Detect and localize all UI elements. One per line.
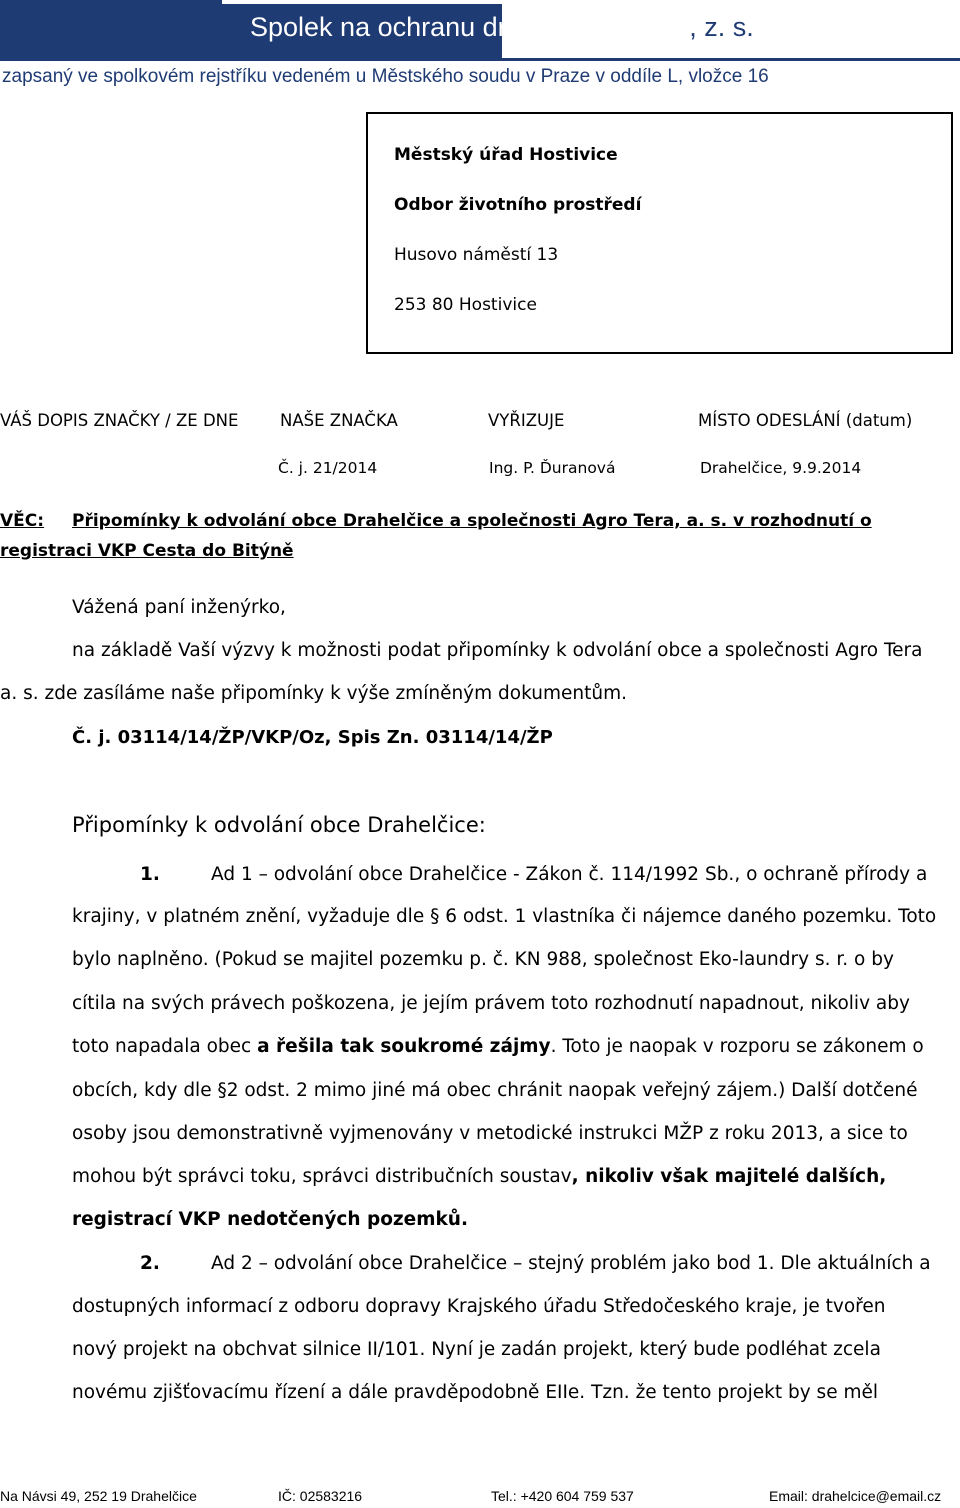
item-1-line-8-a: mohou být správci toku, správci distribučních soustav <box>72 1166 572 1187</box>
item-1-line-1-b: , o ochraně přírody a <box>734 864 928 885</box>
meta-handles-label: VYŘIZUJE <box>488 411 565 430</box>
subject-line-1: Připomínky k odvolání obce Drahelčice a společnosti Agro Tera, a. s. v rozhodnutí o <box>72 511 872 531</box>
item-2-line-3: nový projekt na obchvat silnice II/101. Nyní je zadán projekt, který bude podléhat zcela <box>72 1339 881 1360</box>
item-2-number: 2. <box>140 1253 160 1274</box>
meta-handles-value: Ing. P. Ďuranová <box>489 459 616 477</box>
item-1-line-5 <box>72 1036 924 1057</box>
item-1-line-4: cítila na svých právech poškozena, je jejím právem toto rozhodnutí napadnout, nikoliv aby <box>72 993 910 1014</box>
item-1-number: 1. <box>140 864 160 885</box>
footer-ico: IČ: 02583216 <box>278 1488 363 1504</box>
item-1-line-1-a: Ad 1 – odvolání obce Drahelčice - Zákon č. 114/1992 Sb. <box>211 864 735 885</box>
item-2-line-1: Ad 2 – odvolání obce Drahelčice – stejný problém jako bod 1. Dle aktuálních a <box>211 1253 931 1274</box>
footer-email: Email: drahelcice@email.cz <box>769 1488 942 1504</box>
item-1-line-3: bylo naplněno. (Pokud se majitel pozemku p. č. KN 988, společnost Eko-laundry s. r. o by <box>72 949 894 970</box>
item-1-line-2: krajiny, v platném znění, vyžaduje dle § 6 odst. 1 vlastníka či nájemce daného pozemku. Toto <box>72 906 937 927</box>
recipient-line-city: 253 80 Hostivice <box>394 295 537 315</box>
item-1-line-6: obcích, kdy dle §2 odst. 2 mimo jiné má obec chránit naopak veřejný zájem.) Další dotčené <box>72 1080 918 1101</box>
intro-line-1: na základě Vaší výzvy k možnosti podat připomínky k odvolání obce a společnosti Agro Tera <box>72 640 923 661</box>
meta-place-date-value: Drahelčice, 9.9.2014 <box>700 459 862 477</box>
footer-phone: Tel.: +420 604 759 537 <box>491 1488 634 1504</box>
recipient-line-street: Husovo náměstí 13 <box>394 245 559 265</box>
meta-our-ref-value: Č. j. 21/2014 <box>278 459 378 477</box>
item-2-line-2: dostupných informací z odboru dopravy Krajského úřadu Středočeského kraje, je tvořen <box>72 1296 886 1317</box>
salutation: Vážená paní inženýrko, <box>72 597 286 618</box>
item-1-line-8 <box>72 1166 886 1187</box>
letterhead-registry: zapsaný ve spolkovém rejstříku vedeném u Městského soudu v Praze v oddíle L, vložce 16 <box>2 66 769 87</box>
item-1-line-8-b: , nikoliv však majitelé dalších, <box>571 1166 887 1187</box>
item-1-line-9: registrací VKP nedotčených pozemků. <box>72 1209 468 1230</box>
subject-line-2: registraci VKP Cesta do Bitýně <box>0 541 294 561</box>
meta-our-ref-label: NAŠE ZNAČKA <box>280 411 398 430</box>
footer-address: Na Návsi 49, 252 19 Drahelčice <box>0 1488 197 1504</box>
recipient-line-office: Městský úřad Hostivice <box>394 145 618 165</box>
item-1-line-7: osoby jsou demonstrativně vyjmenovány v metodické instrukci MŽP z roku 2013, a sice to <box>72 1123 908 1144</box>
section-heading: Připomínky k odvolání obce Drahelčice: <box>72 813 486 837</box>
intro-line-2: a. s. zde zasíláme naše připomínky k výše zmíněným dokumentům. <box>0 683 627 704</box>
subject-label: VĚC: <box>0 511 45 531</box>
meta-place-date-label: MÍSTO ODESLÁNÍ (datum) <box>698 411 913 430</box>
item-1-line-5-a: toto napadala obec <box>72 1036 258 1057</box>
letterhead-title <box>250 12 754 43</box>
item-1-line-1 <box>211 864 927 885</box>
meta-your-letter-label: VÁŠ DOPIS ZNAČKY / ZE DNE <box>0 411 239 430</box>
letterhead-rule <box>0 58 960 61</box>
item-2-line-4: novému zjišťovacímu řízení a dále pravděpodobně EIIe. Tzn. že tento projekt by se měl <box>72 1382 878 1403</box>
item-1-line-5-c: . Toto je naopak v rozporu se zákonem o <box>550 1036 924 1057</box>
letterhead-title-suffix: , z. s. <box>689 12 754 42</box>
item-1-line-5-b: a řešila tak soukromé zájmy <box>257 1036 551 1057</box>
reference-number: Č. j. 03114/14/ŽP/VKP/Oz, Spis Zn. 03114/14/ŽP <box>72 727 553 748</box>
letterhead-logo-block <box>0 0 222 58</box>
letterhead-title-prefix: Spolek na ochranu drahelské přírody <box>250 12 690 42</box>
recipient-line-department: Odbor životního prostředí <box>394 195 642 215</box>
